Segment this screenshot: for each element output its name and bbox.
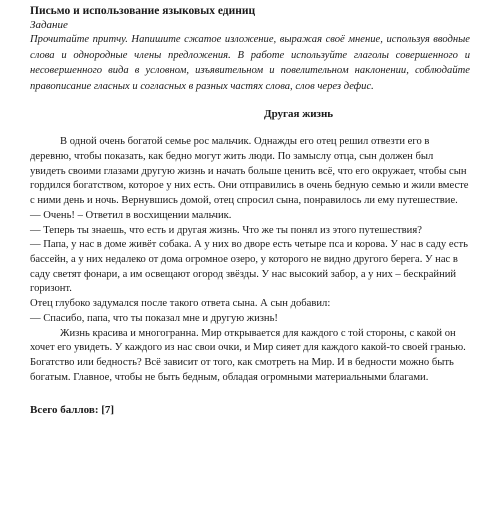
- dialogue-line: — Спасибо, папа, что ты показал мне и другую жизнь!: [30, 312, 278, 324]
- story-title: Другая жизнь: [264, 108, 334, 121]
- total-score: Всего баллов: [7]: [30, 404, 115, 417]
- story-paragraph: Отец глубоко задумался после такого ответа сына. А сын добавил:: [30, 298, 331, 310]
- task-label: Задание: [30, 19, 68, 31]
- story-conclusion: Жизнь красива и многогранна. Мир открывается для каждого с той стороны, с какой он хочет его увидеть. У каждого из нас свои очки, и Мир сияет для каждого какой-то своей гранью. Богатство или бедность? Всё зависит от того, как смотреть на Мир. И в бедности можно быть богатым. Главное, чтобы не быть бедным, обладая огромными материальными благами.: [30, 327, 466, 383]
- dialogue-line: — Папа, у нас в доме живёт собака. А у них во дворе есть четыре пса и корова. У нас в саду есть бассейн, а у них недалеко от дома огромное озеро, у которого не видно другого берега. У нас в саду светят фонари, а им освещают огород звёзды. У нас высокий забор, а у них – бескрайний горизонт.: [30, 239, 468, 295]
- section-heading: Письмо и использование языковых единиц: [30, 5, 256, 17]
- dialogue-line: — Теперь ты знаешь, что есть и другая жизнь. Что же ты понял из этого путешествия?: [30, 224, 422, 236]
- task-instructions: Прочитайте притчу. Напишите сжатое изложение, выражая своё мнение, используя вводные слова и однородные члены предложения. В работе используйте глаголы совершенного и несовершенного вида в условном, изъявительном и повелительном наклонении, соблюдайте правописание гласных и согласных в разных частях слова, слов через дефис.: [30, 34, 470, 92]
- story-paragraph: В одной очень богатой семье рос мальчик. Однажды его отец решил отвезти его в деревню, чтобы показать, как бедно могут жить люди. По замыслу отца, сын должен был увидеть своими глазами другую жизнь и начать больше ценить всё, что его окружает, чтобы сын гордился богатством, которое у них есть. Они отправились в очень бедную семью и жили вместе с ними день и ночь. Вернувшись домой, отец спросил сына, понравилось ли ему путешествие.: [30, 136, 469, 207]
- dialogue-line: — Очень! – Ответил в восхищении мальчик.: [30, 209, 232, 221]
